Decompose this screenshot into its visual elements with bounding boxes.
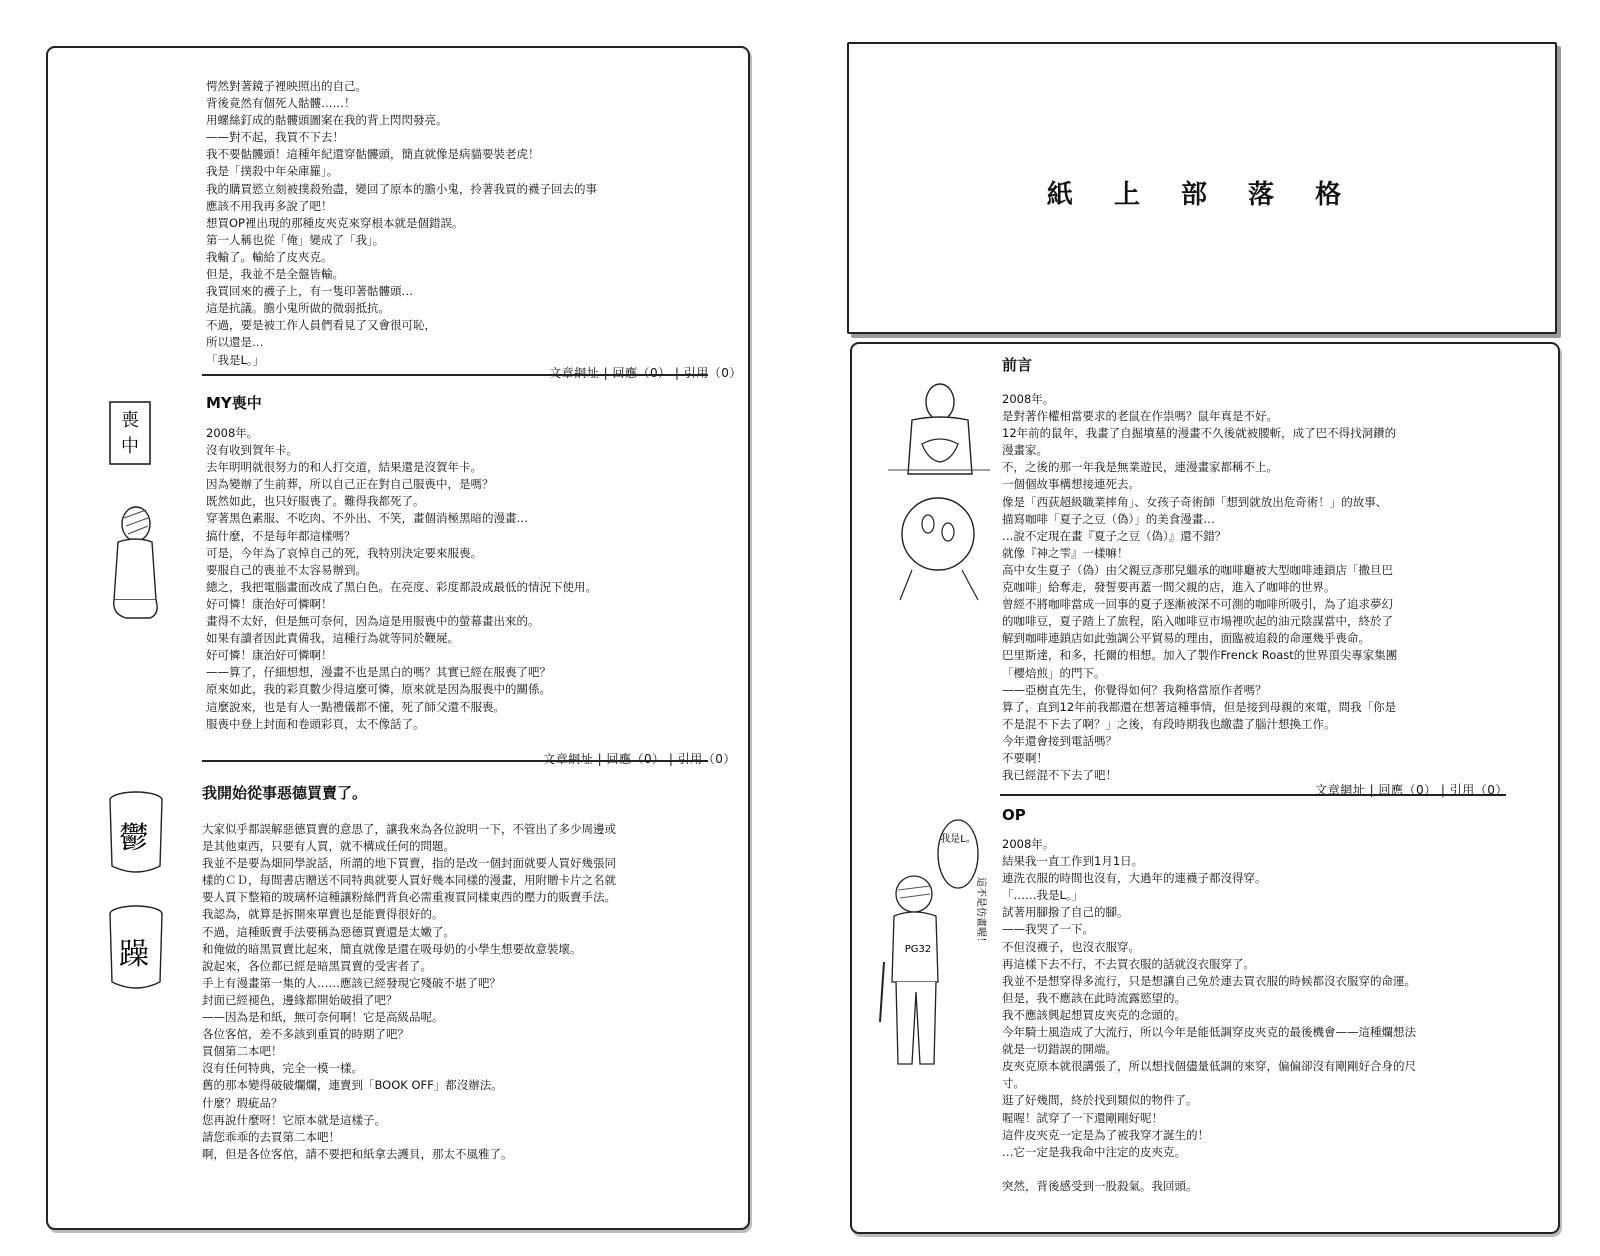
text-line: 什麼？瑕疵品？ bbox=[202, 1095, 283, 1110]
page-title: 紙 上 部 落 格 bbox=[1046, 180, 1358, 210]
text-line: 巴里斯達，和多，托爾的相想。加入了製作Frenck Roast的世界頂尖專家集團 bbox=[1002, 648, 1398, 663]
mourning-figure-illustration bbox=[106, 400, 170, 630]
cup-char-manic: 躁 bbox=[119, 937, 149, 972]
text-line: 算了，直到12年前我都還在想著這種事情，但是接到母親的來電，問我「你是 bbox=[1002, 699, 1397, 714]
entry-divider bbox=[202, 374, 708, 376]
text-line: 原來如此，我的彩頁數少得這麼可憐，原來就是因為服喪中的關係。 bbox=[206, 682, 551, 697]
text-line: 就是一切錯誤的開端。 bbox=[1002, 1042, 1117, 1057]
text-line: 沒有任何特典，完全一模一樣。 bbox=[202, 1061, 363, 1076]
text-line: 結果我一直工作到1月1日。 bbox=[1002, 854, 1144, 869]
text-line: ——亞樹直先生，你覺得如何？我夠格當原作者嗎？ bbox=[1002, 682, 1267, 697]
text-line: 背後竟然有個死人骷髏……！ bbox=[206, 96, 356, 111]
entry-title: 前言 bbox=[1002, 356, 1033, 374]
text-line: 畫得不太好，但是無可奈何，因為這是用服喪中的螢幕畫出來的。 bbox=[206, 614, 540, 629]
text-line: 但是，我不應該在此時流露慾望的。 bbox=[1002, 990, 1186, 1005]
text-line: ——因為是和紙，無可奈何啊！它是高級品呢。 bbox=[202, 1010, 444, 1025]
preface-characters-illustration bbox=[882, 374, 990, 604]
text-line: 既然如此，也只好服喪了。難得我都死了。 bbox=[206, 494, 425, 509]
text-line: 一個個故事構想接連死去。 bbox=[1002, 477, 1140, 492]
text-line: 但是，我並不是全盤皆輸。 bbox=[206, 267, 344, 282]
text-line: 這是抗議。膽小鬼所做的微弱抵抗。 bbox=[206, 301, 390, 316]
entry-divider bbox=[1000, 794, 1506, 796]
text-line: 不過，要是被工作人員們看見了又會很可恥， bbox=[206, 318, 436, 333]
text-line: 像是「西荻超級職業摔角」、女孩子奇術師「想到就放出危奇術！」的故事、 bbox=[1002, 494, 1388, 509]
text-line: 是對著作權相當要求的老鼠在作祟嗎？鼠年真是不好。 bbox=[1002, 409, 1278, 424]
text-line: 2008年。 bbox=[1002, 392, 1055, 406]
text-line: 我並不是要為畑同學說話，所謂的地下買賣，指的是改一個封面就要人買好幾張同 bbox=[202, 856, 616, 871]
text-line: 不是混不下去了啊？」之後，有段時期我也繳盡了腦汁想換工作。 bbox=[1002, 716, 1336, 731]
text-line: 想買OP裡出現的那種皮夾克來穿根本就是個錯誤。 bbox=[206, 215, 464, 230]
teacups-illustration bbox=[104, 788, 168, 1008]
entry-body bbox=[202, 821, 616, 1163]
text-line: 就像『神之雫』一樣嘛！ bbox=[1002, 545, 1129, 560]
text-line: 我輸了。輸給了皮夾克。 bbox=[206, 249, 333, 264]
text-line: 皮夾克原本就很講張了，所以想找個儘量低調的來穿，偏偏卻沒有剛剛好合身的尺 bbox=[1002, 1059, 1416, 1074]
entry-body bbox=[1002, 391, 1397, 784]
text-line: 搞什麼，不是每年都這樣嗎？ bbox=[206, 528, 356, 543]
text-line: 克咖啡」給奪走，發誓要再蓋一間父親的店，進入了咖啡的世界。 bbox=[1002, 580, 1336, 595]
text-line: 第一人稱也從「俺」變成了「我」。 bbox=[206, 232, 385, 247]
text-line: 用螺絲釘成的骷髏頭圖案在我的背上閃閃發亮。 bbox=[206, 113, 448, 128]
entry-op bbox=[1002, 806, 1416, 1195]
permalink-link[interactable]: 文章網址 bbox=[549, 366, 600, 380]
text-line: 穿著黑色素服、不吃肉、不外出、不笑，畫個消極黑暗的漫畫… bbox=[206, 511, 528, 526]
entry-my-mourning bbox=[206, 392, 597, 733]
text-line: 買個第二本吧！ bbox=[202, 1044, 283, 1059]
entry-title: 我開始從事惡德買賣了。 bbox=[202, 784, 368, 802]
text-line: 如果有讀者因此責備我，這種行為就等同於鞭屍。 bbox=[206, 631, 459, 646]
shirt-text: PG32 bbox=[904, 944, 932, 955]
l-cosplay-character-illustration bbox=[872, 812, 992, 1082]
text-line: 請您乖乖的去買第二本吧！ bbox=[202, 1129, 340, 1144]
quotes-link[interactable]: 引用（0） bbox=[677, 752, 736, 766]
text-line: 好可憐！康治好可憐啊！ bbox=[206, 648, 333, 663]
replies-link[interactable]: 回應（0） bbox=[1378, 783, 1437, 797]
text-line: 我不應該興起想買皮夾克的念頭的。 bbox=[1002, 1007, 1186, 1022]
paper-blog-title-box bbox=[847, 42, 1557, 334]
text-line: 「櫻焙煎」的門下。 bbox=[1002, 665, 1106, 680]
text-line: 大家似乎都誤解惡德買賣的意思了，讓我來為各位說明一下，不管出了多少周邊或 bbox=[202, 822, 616, 836]
text-line: 要服自己的喪並不太容易辦到。 bbox=[206, 562, 367, 577]
text-line: …說不定現在畫『夏子之豆（偽）』還不錯？ bbox=[1002, 528, 1227, 543]
text-line: 曾經不將咖啡當成一回事的夏子逐漸被深不可測的咖啡所吸引，為了追求夢幻 bbox=[1002, 597, 1393, 612]
text-line: 不，之後的那一年我是無業遊民，連漫畫家都稱不上。 bbox=[1002, 460, 1278, 475]
text-line: 我並不是想穿得多流行，只是想讓自己免於連去買衣服的時候都沒衣服穿的命運。 bbox=[1002, 973, 1416, 988]
text-line: 2008年。 bbox=[1002, 837, 1055, 851]
text-line bbox=[1002, 1161, 1416, 1178]
text-line: 今年騎士風造成了大流行，所以今年是能低調穿皮夾克的最後機會——這種爛想法 bbox=[1002, 1025, 1416, 1040]
left-blog-panel bbox=[46, 46, 750, 1230]
replies-link[interactable]: 回應（0） bbox=[606, 752, 665, 766]
text-line: 因為變辦了生前葬，所以自己正在對自己服喪中，是嗎？ bbox=[206, 477, 494, 492]
entry-title: MY喪中 bbox=[206, 394, 262, 412]
text-line: 「……我是L。」 bbox=[1002, 888, 1084, 903]
text-line: 漫畫家。 bbox=[1002, 443, 1048, 458]
text-line: 喔喔！試穿了一下還剛剛好呢！ bbox=[1002, 1110, 1163, 1125]
text-line: 我認為，就算是拆開來單賣也是能賣得很好的。 bbox=[202, 907, 444, 922]
entry-footer: 文章網址 | 回應（0） | 引用（0） bbox=[543, 752, 736, 766]
entry-body bbox=[206, 78, 597, 369]
entry-continuation bbox=[206, 78, 597, 369]
text-line: 可是，今年為了哀悼自己的死，我特別決定要來服喪。 bbox=[206, 545, 482, 560]
text-line: 寸。 bbox=[1002, 1076, 1025, 1091]
text-line: 舊的那本變得破破爛爛，連賣到「BOOK OFF」都沒辦法。 bbox=[202, 1078, 503, 1093]
text-line: 的咖啡豆，夏子踏上了旅程，陷入咖啡豆市場裡吹起的油元陰謀當中，終於了 bbox=[1002, 614, 1393, 629]
quotes-link[interactable]: 引用（0） bbox=[683, 366, 742, 380]
text-line: 不要啊！ bbox=[1002, 750, 1048, 765]
text-line: 再這樣下去不行，不去買衣服的話就沒衣服穿了。 bbox=[1002, 956, 1255, 971]
text-line: 我不要骷髏頭！這種年紀還穿骷髏頭，簡直就像是病貓要裝老虎！ bbox=[206, 147, 540, 162]
text-line: 連洗衣服的時間也沒有，大過年的連襪子都沒得穿。 bbox=[1002, 871, 1267, 886]
sign-char-2: 中 bbox=[121, 436, 139, 457]
text-line: 啊，但是各位客倌，請不要把和紙拿去護貝，那太不風雅了。 bbox=[202, 1146, 513, 1161]
text-line: 這件皮夾克一定是為了被我穿才誕生的！ bbox=[1002, 1127, 1209, 1142]
text-line: 試著用腳撥了自己的腳。 bbox=[1002, 905, 1129, 920]
text-line: 是其他東西，只要有人買，就不構成任何的問題。 bbox=[202, 839, 455, 854]
text-line: 愕然對著鏡子裡映照出的自己。 bbox=[206, 79, 367, 93]
cup-char-depressed: 鬱 bbox=[119, 821, 149, 856]
entry-preface bbox=[1002, 354, 1397, 784]
text-line: …它一定是我我命中注定的皮夾克。 bbox=[1002, 1144, 1186, 1159]
text-line: 和俺做的暗黑買賣比起來，簡直就像是還在吸母奶的小學生想要故意裝壞。 bbox=[202, 941, 582, 956]
text-line: 「我是L。」 bbox=[206, 352, 265, 367]
text-line: 要人買下整箱的玻璃杯這種讓粉絲們背負必需重複買同樣東西的壓力的販賣手法。 bbox=[202, 890, 616, 905]
text-line: 不但沒襪子，也沒衣服穿。 bbox=[1002, 939, 1140, 954]
text-line: 說起來，各位都已經是暗黑買賣的受害者了。 bbox=[202, 958, 432, 973]
entry-footer: 文章網址 | 回應（0） | 引用（0） bbox=[549, 366, 742, 380]
text-line: 手上有漫畫第一集的人……應該已經發現它殘破不堪了吧？ bbox=[202, 975, 501, 990]
text-line: 樣的ＣＤ，每間書店贈送不同特典就要人買好幾本同樣的漫畫，用附贈卡片之名就 bbox=[202, 873, 616, 888]
text-line: 12年前的鼠年，我畫了自掘墳墓的漫畫不久後就被腰斬，成了巴不得找洞鑽的 bbox=[1002, 426, 1397, 441]
text-line: 我買回來的襪子上，有一隻印著骷髏頭… bbox=[206, 284, 413, 299]
text-line: 我的購買慾立刻被撲殺殆盡，變回了原本的膽小鬼，拎著我買的襪子回去的事 bbox=[206, 181, 597, 196]
text-line: 解到咖啡連鎖店如此強調公平貿易的理由，面臨被追殺的命運幾乎喪命。 bbox=[1002, 631, 1370, 646]
text-line: 沒有收到賀年卡。 bbox=[206, 443, 298, 458]
text-line: 高中女生夏子（偽）由父親豆彥那兒繼承的咖啡廳被大型咖啡連鎖店「撒旦巴 bbox=[1002, 562, 1393, 577]
text-line: 不過，這種販賣手法要稱為惡德買賣還是太嫩了。 bbox=[202, 924, 455, 939]
text-line: 您再說什麼呀！它原本就是這樣子。 bbox=[202, 1112, 386, 1127]
text-line: 逛了好幾間，終於找到類似的物件了。 bbox=[1002, 1093, 1198, 1108]
text-line: 我是「撲殺中年朵庫羅」。 bbox=[206, 164, 339, 179]
text-line: 好可憐！康治好可憐啊！ bbox=[206, 596, 333, 611]
quotes-link[interactable]: 引用（0） bbox=[1449, 783, 1508, 797]
entry-title: OP bbox=[1002, 806, 1026, 824]
entry-footer: 文章網址 | 回應（0） | 引用（0） bbox=[1315, 783, 1508, 797]
text-line: 服喪中登上封面和卷頭彩頁，太不像話了。 bbox=[206, 716, 425, 731]
text-line: 去年明明就很努力的和人打交道，結果還是沒賀年卡。 bbox=[206, 460, 482, 475]
text-line: ——對不起，我買不下去！ bbox=[206, 130, 344, 145]
text-line: 我已經混不下去了吧！ bbox=[1002, 768, 1117, 783]
text-line: 2008年。 bbox=[206, 426, 259, 440]
entry-shady-business bbox=[202, 782, 616, 1163]
right-blog-panel bbox=[850, 342, 1560, 1234]
permalink-link[interactable]: 文章網址 bbox=[543, 752, 594, 766]
text-line: 今年還會接到電話嗎？ bbox=[1002, 733, 1117, 748]
entry-divider bbox=[202, 760, 708, 762]
text-line: 突然，背後感受到一股殺氣。我回頭。 bbox=[1002, 1178, 1198, 1193]
text-line: ——算了，仔細想想，漫畫不也是黑白的嗎？其實已經在服喪了吧？ bbox=[206, 665, 551, 680]
text-line: 所以還是… bbox=[206, 335, 264, 350]
entry-body bbox=[206, 425, 597, 733]
speech-bubble bbox=[938, 820, 978, 888]
replies-link[interactable]: 回應（0） bbox=[612, 366, 671, 380]
text-line: 描寫咖啡「夏子之豆（偽）」的美食漫畫… bbox=[1002, 511, 1215, 526]
text-line: 總之，我把電腦畫面改成了黑白色。在亮度、彩度都設成最低的情況下使用。 bbox=[206, 579, 597, 594]
entry-body bbox=[1002, 836, 1416, 1195]
text-line: 封面已經褪色，邊緣都開始破損了吧？ bbox=[202, 992, 398, 1007]
text-line: 這麼說來，也是有人一點禮儀都不懂，死了師父還不服喪。 bbox=[206, 699, 505, 714]
text-line: 應該不用我再多說了吧！ bbox=[206, 198, 333, 213]
permalink-link[interactable]: 文章網址 bbox=[1315, 783, 1366, 797]
sign-char-1: 喪 bbox=[121, 410, 139, 431]
side-note-text: 這不是仿畫喔！ bbox=[975, 877, 986, 947]
text-line: ——我哭了一下。 bbox=[1002, 922, 1094, 937]
text-line: 各位客倌，差不多該到重買的時期了吧？ bbox=[202, 1027, 409, 1042]
speech-bubble-text: 我是L。 bbox=[940, 834, 976, 845]
